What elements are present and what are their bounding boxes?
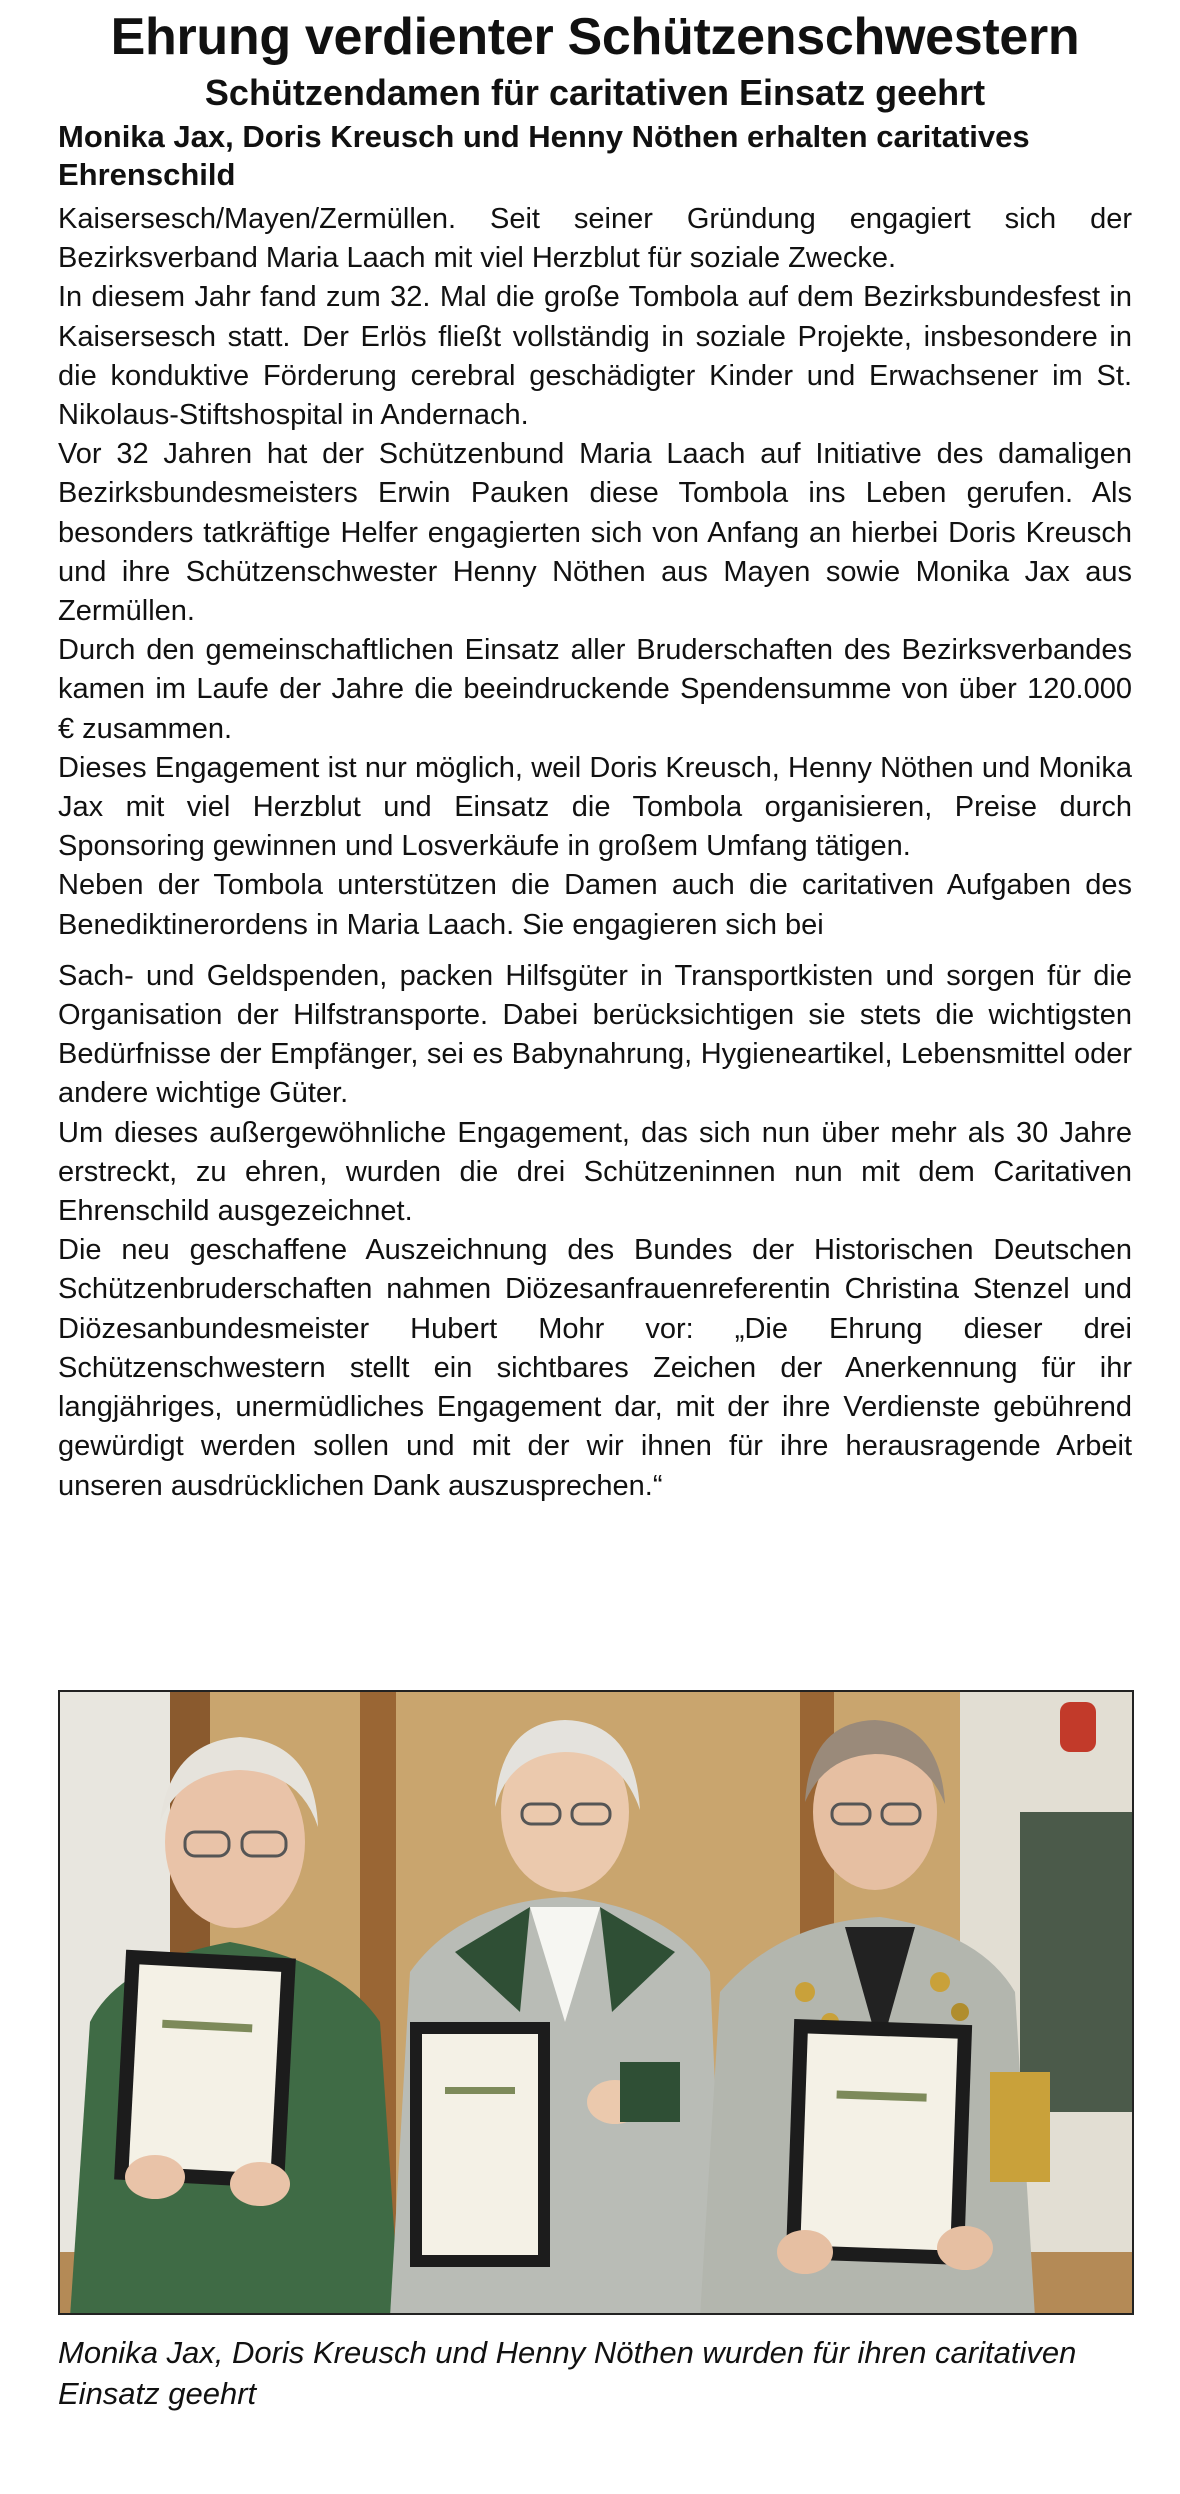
paragraph: Kaisersesch/Mayen/Zermüllen. Seit seiner Gründung engagiert sich der Bezirksverband Maria Laach mit viel Herzblut für soziale Zwecke. xyxy=(58,203,1132,275)
paragraph: Die neu geschaffene Auszeichnung des Bundes der Historischen Deutschen Schützenbruderschaften nahmen Diözesanfrauenreferentin Christina Stenzel und Diözesanbundesmeister Hubert Mohr vor: „Die Ehrung dieser drei Schützenschwestern stellt ein sichtbares Zeichen der Anerkennung für ihr langjähriges, unermüdliches Engagement dar, mit der ihre Verdienste gebührend gewürdigt werden sollen und mit der wir ihnen für ihre herausragende Arbeit unseren ausdrücklichen Dank auszusprechen.“ xyxy=(58,1234,1132,1502)
article-lead: Monika Jax, Doris Kreusch und Henny Nöthen erhalten caritatives Ehrenschild xyxy=(58,119,1030,192)
paragraph: Sach- und Geldspenden, packen Hilfsgüter in Transportkisten und sorgen für die Organisation der Hilfstransporte. Dabei berücksichtigen sie stets die wichtigsten Bedürfnisse der Empfänger, sei es Babynahrung, Hygieneartikel, Lebensmittel oder andere wichtige Güter. xyxy=(58,959,1132,1110)
article-title: Ehrung verdienter Schützenschwestern xyxy=(110,8,1080,66)
paragraph: Um dieses außergewöhnliche Engagement, das sich nun über mehr als 30 Jahre erstreckt, zu ehren, wurden die drei Schützeninnen nun mit dem Caritativen Ehrenschild ausgezeichnet. xyxy=(58,1116,1132,1228)
article xyxy=(58,0,1132,2494)
paragraph: In diesem Jahr fand zum 32. Mal die große Tombola auf dem Bezirksbundesfest in Kaisersesch statt. Der Erlös fließt vollständig in soziale Projekte, insbesondere in die konduktive Förderung cerebral geschädigter Kinder und Erwachsener im St. Nikolaus-Stiftshospital in Andernach. xyxy=(58,281,1132,432)
paragraph: Durch den gemeinschaftlichen Einsatz aller Bruderschaften des Bezirksverbandes kamen im Laufe der Jahre die beeindruckende Spendensumme von über 120.000 € zusammen. xyxy=(58,634,1132,745)
photo-caption: Monika Jax, Doris Kreusch und Henny Nöthen wurden für ihren caritativen Einsatz geehrt xyxy=(58,2335,1077,2411)
article-subtitle: Schützendamen für caritativen Einsatz geehrt xyxy=(204,72,986,113)
article-body xyxy=(58,200,1132,1506)
article-photo xyxy=(58,1690,1134,2315)
paragraph: Neben der Tombola unterstützen die Damen auch die caritativen Aufgaben des Benediktinerordens in Maria Laach. Sie engagieren sich bei xyxy=(58,869,1132,941)
paragraph: Vor 32 Jahren hat der Schützenbund Maria Laach auf Initiative des damaligen Bezirksbundesmeisters Erwin Pauken diese Tombola ins Leben gerufen. Als besonders tatkräftige Helfer engagierten sich von Anfang an hierbei Doris Kreusch und ihre Schützenschwester Henny Nöthen aus Mayen sowie Monika Jax aus Zermüllen. xyxy=(58,438,1132,628)
paragraph: Dieses Engagement ist nur möglich, weil Doris Kreusch, Henny Nöthen und Monika Jax mit viel Herzblut und Einsatz die Tombola organisieren, Preise durch Sponsoring gewinnen und Losverkäufe in großem Umfang tätigen. xyxy=(58,751,1132,863)
photo-illustration xyxy=(60,1692,1134,2315)
